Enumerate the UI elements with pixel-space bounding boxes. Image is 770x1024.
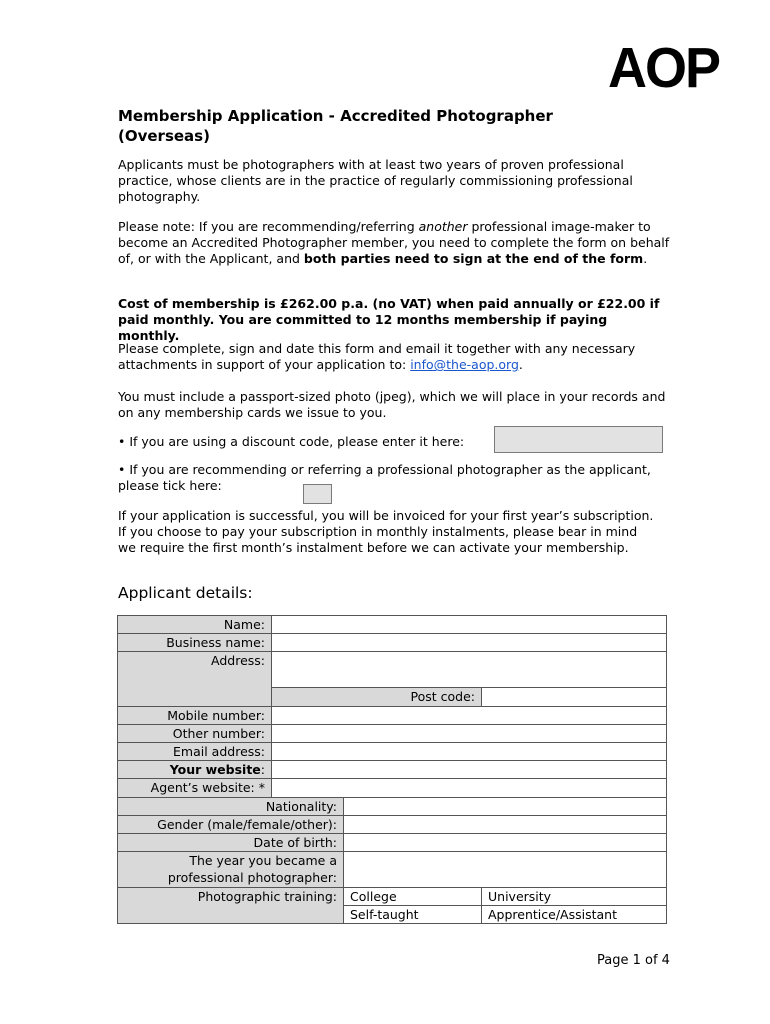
business-name-field[interactable] [272, 634, 667, 652]
dob-field[interactable] [344, 833, 667, 851]
mobile-label: Mobile number: [118, 706, 272, 724]
section-title: Applicant details: [118, 584, 253, 602]
training-option-apprentice[interactable]: Apprentice/Assistant [482, 906, 667, 924]
name-label: Name: [118, 616, 272, 634]
invoice-paragraph: If your application is successful, you will be invoiced for your first year’s subscription. If you choose to pay your subscription in monthly instalments, please bear in mind we require the first month’s instalment before we can activate your membership. [118, 508, 654, 556]
address-label: Address: [118, 652, 272, 706]
aop-logo: AOP [608, 36, 720, 100]
training-option-college[interactable]: College [344, 888, 482, 906]
email-link[interactable]: info@the-aop.org [410, 357, 519, 373]
email-field[interactable] [272, 742, 667, 760]
year-professional-field[interactable] [344, 852, 667, 888]
training-option-self-taught[interactable]: Self-taught [344, 906, 482, 924]
business-name-label: Business name: [118, 634, 272, 652]
page-title: Membership Application - Accredited Photographer (Overseas) [118, 107, 553, 145]
training-option-university[interactable]: University [482, 888, 667, 906]
dob-label: Date of birth: [118, 833, 344, 851]
nationality-label: Nationality: [118, 797, 344, 815]
discount-label: • If you are using a discount code, please enter it here: [118, 434, 465, 449]
postcode-label: Post code: [272, 688, 482, 706]
photo-paragraph: You must include a passport-sized photo (jpeg), which we will place in your records and on any membership cards we issue to you. [118, 389, 666, 421]
postcode-field[interactable] [482, 688, 667, 706]
cost-paragraph: Cost of membership is £262.00 p.a. (no VAT) when paid annually or £22.00 if paid monthly. You are committed to 12 months membership if paying monthly. [118, 296, 660, 344]
website-label: Your website: [118, 761, 272, 779]
page-number: Page 1 of 4 [597, 953, 670, 968]
training-label: Photographic training: [118, 888, 344, 924]
referring-label: • If you are recommending or referring a professional photographer as the applicant, please tick here: [118, 462, 651, 494]
mobile-field[interactable] [272, 706, 667, 724]
address-field[interactable] [272, 652, 667, 688]
agent-website-field[interactable] [272, 779, 667, 797]
discount-code-input[interactable] [494, 426, 663, 453]
gender-field[interactable] [344, 815, 667, 833]
applicant-details-table [117, 615, 667, 924]
other-number-label: Other number: [118, 724, 272, 742]
name-field[interactable] [272, 616, 667, 634]
gender-label: Gender (male/female/other): [118, 815, 344, 833]
year-professional-label: The year you became a professional photographer: [118, 852, 344, 888]
agent-website-label: Agent’s website: * [118, 779, 272, 797]
email-label: Email address: [118, 742, 272, 760]
note-paragraph: Please note: If you are recommending/referring another professional image-maker to become an Accredited Photographer member, you need to complete the form on behalf of, or with the Applicant, and both parties need to sign at the end of the form. [118, 219, 670, 267]
website-field[interactable] [272, 761, 667, 779]
referring-checkbox[interactable] [303, 484, 332, 504]
other-number-field[interactable] [272, 724, 667, 742]
complete-paragraph: Please complete, sign and date this form and email it together with any necessary attachments in support of your application to: info@the-aop.org. [118, 341, 636, 373]
intro-paragraph: Applicants must be photographers with at least two years of proven professional practice, whose clients are in the practice of regularly commissioning professional photography. [118, 157, 633, 205]
nationality-field[interactable] [344, 797, 667, 815]
